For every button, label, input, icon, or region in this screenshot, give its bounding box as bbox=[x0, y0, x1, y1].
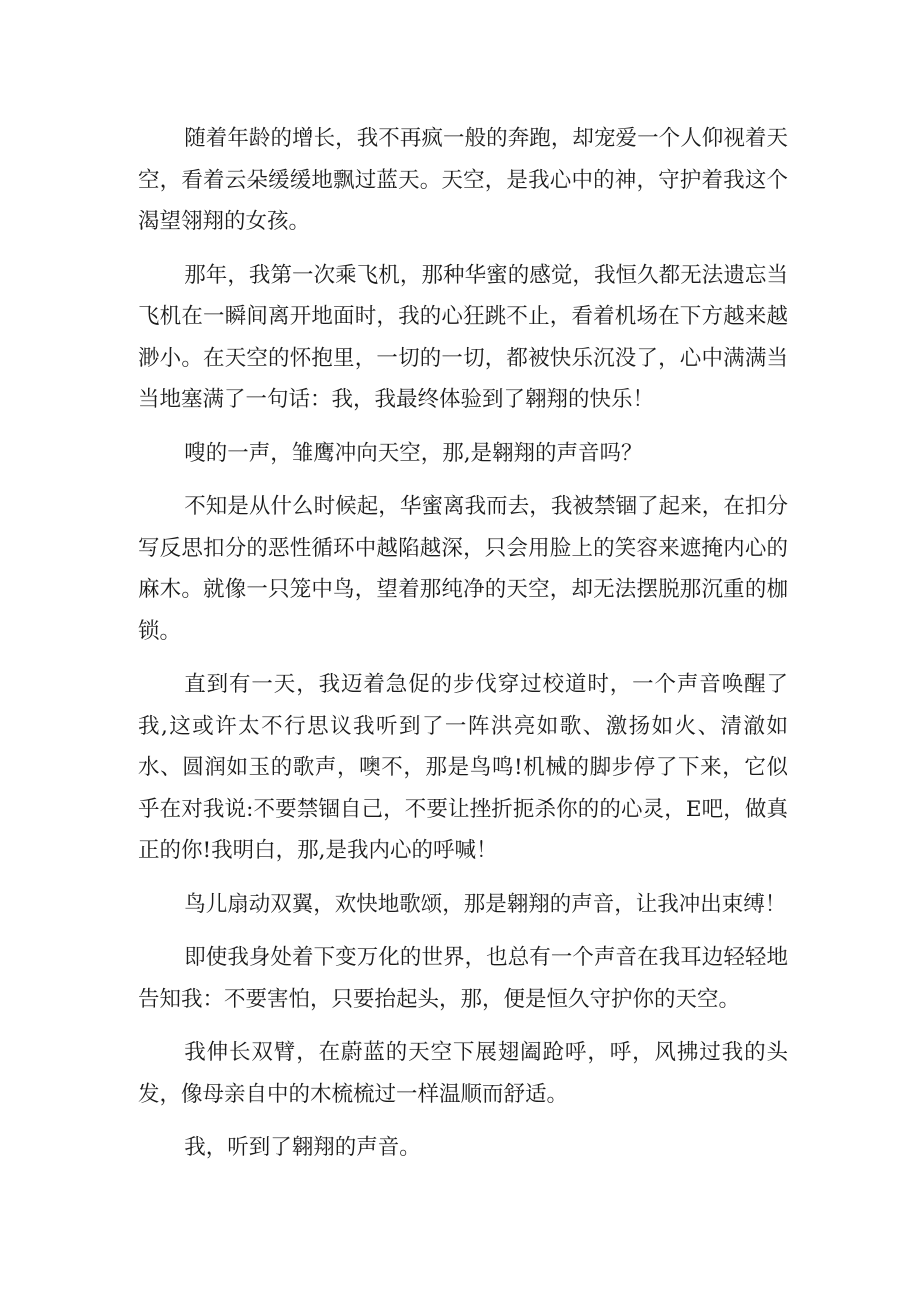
paragraph-9: 我，听到了翱翔的声音。 bbox=[184, 1135, 421, 1160]
paragraph-6: 鸟儿扇动双翼，欢快地歌颂，那是翱翔的声音，让我冲出束缚！ bbox=[184, 891, 787, 917]
paragraph-1: 随着年龄的增长，我不再疯一般的奔跑，却宠爱一个人仰视着天空，看着云朵缓缓地飘过蓝天。天空，是我心中的神，守护着我这个渴望翎翔的女孩。 bbox=[138, 126, 788, 234]
paragraph-2: 那年，我第一次乘飞机，那种华蜜的感觉，我恒久都无法遗忘当飞机在一瞬间离开地面时，我的心狂跳不止，看着机场在下方越来越渺小。在天空的怀抱里，一切的一切，都被快乐沉没了，心中满满当当地塞满了一句话：我，我最终体验到了翱翔的快乐！ bbox=[138, 262, 788, 412]
paragraph-8: 我伸长双臂，在蔚蓝的天空下展翅阖跄呼，呼，风拂过我的头发，像母亲自中的木梳梳过一样温顺而舒适。 bbox=[138, 1040, 788, 1107]
paragraph-4: 不知是从什么时候起，华蜜离我而去，我被禁锢了起来，在扣分写反思扣分的恶性循环中越陷越深，只会用脸上的笑容来遮掩内心的麻木。就像一只笼中鸟，望着那纯净的天空，却无法摆脱那沉重的枷锁。 bbox=[138, 494, 788, 644]
paragraph-5: 直到有一天，我迈着急促的步伐穿过校道时，一个声音唤醒了我,这或许太不行思议我听到了一阵洪亮如歌、激扬如火、清澈如水、圆润如玉的歌声，噢不，那是鸟鸣!机械的脚步停了下来，它似乎在对我说:不要禁锢自己，不要让挫折扼杀你的的心灵，E吧，做真正的你!我明白，那,是我内心的呼喊！ bbox=[138, 672, 788, 863]
paragraph-7: 即使我身处着下变万化的世界，也总有一个声音在我耳边轻轻地告知我：不要害怕，只要抬起头，那，便是恒久守护你的天空。 bbox=[138, 945, 788, 1012]
paragraph-3: 嗖的一声，雏鹰冲向天空，那,是翱翔的声音吗？ bbox=[184, 440, 643, 466]
essay-body bbox=[138, 118, 788, 1181]
